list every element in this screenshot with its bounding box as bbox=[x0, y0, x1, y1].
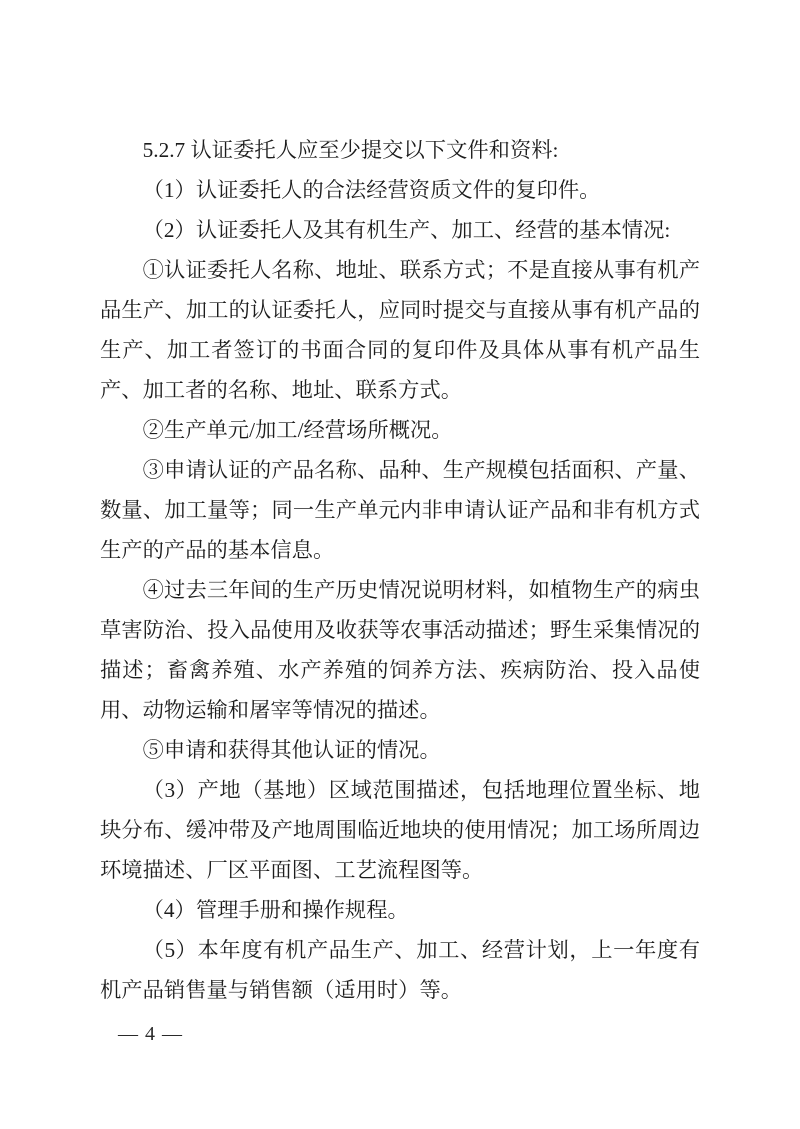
paragraph: ①认证委托人名称、地址、联系方式；不是直接从事有机产品生产、加工的认证委托人，应同时提交与直接从事有机产品的生产、加工者签订的书面合同的复印件及具体从事有机产品生产、加工者的名称、地址、联系方式。 bbox=[100, 258, 700, 402]
paragraph: （2）认证委托人及其有机生产、加工、经营的基本情况: bbox=[142, 218, 671, 242]
paragraph: （3）产地（基地）区域范围描述，包括地理位置坐标、地块分布、缓冲带及产地周围临近地块的使用情况；加工场所周边环境描述、厂区平面图、工艺流程图等。 bbox=[100, 778, 700, 882]
paragraph: （4）管理手册和操作规程。 bbox=[142, 898, 409, 922]
paragraph: ⑤申请和获得其他认证的情况。 bbox=[142, 738, 441, 762]
paragraph: 5.2.7 认证委托人应至少提交以下文件和资料: bbox=[142, 138, 559, 162]
paragraph: ③申请认证的产品名称、品种、生产规模包括面积、产量、数量、加工量等；同一生产单元内非申请认证产品和非有机方式生产的产品的基本信息。 bbox=[100, 458, 700, 562]
document-paragraphs bbox=[100, 130, 700, 1010]
paragraph: ④过去三年间的生产历史情况说明材料，如植物生产的病虫草害防治、投入品使用及收获等农事活动描述；野生采集情况的描述；畜禽养殖、水产养殖的饲养方法、疾病防治、投入品使用、动物运输和屠宰等情况的描述。 bbox=[100, 578, 700, 722]
paragraph: （1）认证委托人的合法经营资质文件的复印件。 bbox=[142, 178, 601, 202]
paragraph: （5）本年度有机产品生产、加工、经营计划，上一年度有机产品销售量与销售额（适用时）等。 bbox=[100, 938, 700, 1002]
page-number: — 4 — bbox=[118, 1023, 183, 1045]
paragraph: ②生产单元/加工/经营场所概况。 bbox=[142, 418, 453, 442]
